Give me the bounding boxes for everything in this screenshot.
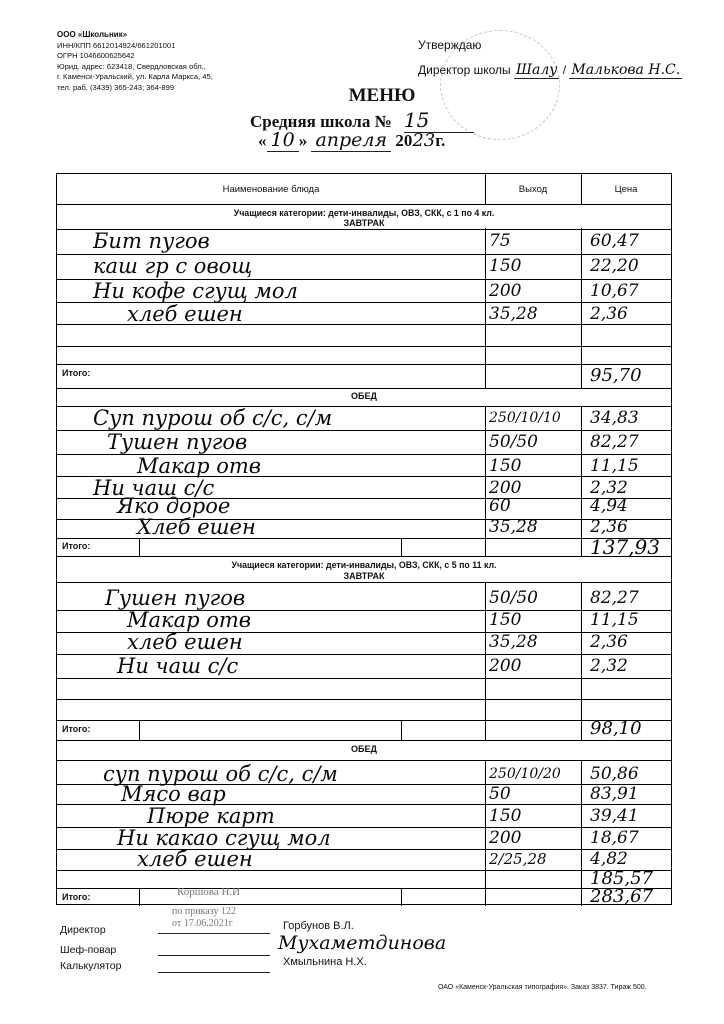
dish-name: Тушен пугов bbox=[107, 430, 248, 454]
date-day: 10 bbox=[267, 129, 299, 152]
dish-name: Пюре карт bbox=[147, 804, 275, 828]
approval-label: Директор школы bbox=[418, 63, 511, 77]
dish-output: 150 bbox=[489, 806, 522, 826]
company-phone: тел. раб. (3439) 365-243; 364-899 bbox=[57, 82, 175, 92]
col-header-name: Наименование блюда bbox=[222, 183, 320, 195]
approval-line: Директор школы Шалу / Малькова Н.С. bbox=[418, 62, 681, 78]
company-name: ООО «Школьник» bbox=[57, 30, 128, 39]
lunch-label-2: ОБЕД bbox=[351, 744, 377, 754]
dish-price: 50,86 bbox=[590, 764, 639, 784]
dish-output: 150 bbox=[489, 456, 522, 476]
chef-label: Шеф-повар bbox=[60, 944, 117, 956]
table-row bbox=[57, 229, 671, 254]
year-end: г. bbox=[435, 131, 446, 150]
dish-name: Ни чаш с/с bbox=[93, 476, 215, 500]
total-label: Итого: bbox=[62, 892, 91, 902]
dish-price: 2,32 bbox=[590, 656, 628, 676]
company-inn: ИНН/КПП 6612014924/661201001 bbox=[57, 40, 176, 50]
dish-output: 200 bbox=[489, 656, 522, 676]
dish-output: 35,28 bbox=[489, 517, 538, 537]
total-label: Итого: bbox=[62, 368, 91, 378]
company-address-1: Юрид. адрес: 623418, Свердловская обл., bbox=[57, 61, 206, 71]
dish-name: Яко дорое bbox=[117, 494, 231, 518]
director-faint-name: Коршова Н.И bbox=[177, 886, 241, 898]
company-info bbox=[57, 30, 213, 93]
year-prefix: 20 bbox=[395, 131, 413, 150]
page-title: МЕНЮ bbox=[348, 85, 416, 106]
director-faint-date: от 17.06.2021г bbox=[172, 918, 233, 929]
dish-output: 250/10/20 bbox=[489, 766, 561, 782]
printer-footer: ОАО «Каменск-Уральская типография». Заказ 3837. Тираж 500. bbox=[438, 984, 647, 991]
breakfast-label-1: ЗАВТРАК bbox=[343, 218, 385, 228]
dish-name: Макар отв bbox=[137, 454, 261, 478]
dish-output: 50/50 bbox=[489, 588, 538, 608]
total-value: 137,93 bbox=[590, 535, 660, 559]
total-value: 283,67 bbox=[590, 886, 653, 907]
date-line bbox=[258, 129, 445, 151]
dish-name: Гушен пугов bbox=[105, 586, 246, 610]
dish-name: хлеб ешен bbox=[137, 847, 253, 871]
date-month: апреля bbox=[311, 129, 391, 152]
school-label: Средняя школа № bbox=[250, 112, 392, 131]
dish-price: 83,91 bbox=[590, 784, 639, 804]
dish-price: 39,41 bbox=[590, 806, 639, 826]
dish-price: 82,27 bbox=[590, 432, 639, 452]
dish-price: 60,47 bbox=[590, 231, 639, 251]
director-label: Директор bbox=[60, 924, 106, 936]
menu-table bbox=[56, 173, 672, 905]
dish-output: 150 bbox=[489, 610, 522, 630]
dish-output: 60 bbox=[489, 496, 511, 516]
category-2-label: Учащиеся категории: дети-инвалиды, ОВЗ, СКК, с 5 по 11 кл. bbox=[231, 560, 497, 570]
dish-name: хлеб ешен bbox=[127, 630, 243, 654]
dish-price: 11,15 bbox=[590, 456, 639, 476]
dish-price: 2,36 bbox=[590, 517, 628, 537]
dish-output: 75 bbox=[489, 231, 511, 251]
total-value: 98,10 bbox=[590, 718, 642, 739]
table-row bbox=[57, 515, 671, 540]
dish-price: 4,94 bbox=[590, 496, 628, 516]
director-faint-order: по приказу 122 bbox=[172, 906, 236, 917]
dish-name: Хлеб ешен bbox=[137, 515, 256, 539]
dish-name: каш гр с овощ bbox=[93, 254, 253, 278]
table-row bbox=[57, 847, 671, 872]
table-row bbox=[57, 430, 671, 455]
breakfast-label-2: ЗАВТРАК bbox=[343, 571, 385, 581]
school-number: 15 bbox=[404, 108, 474, 133]
director-name: Горбунов В.Л. bbox=[283, 920, 354, 932]
subtotal-value: 185,57 bbox=[590, 868, 653, 889]
lunch-label-1: ОБЕД bbox=[351, 391, 377, 401]
dish-name: суп пурош об с/с, с/м bbox=[103, 762, 338, 786]
dish-output: 50/50 bbox=[489, 432, 538, 452]
dish-output: 200 bbox=[489, 478, 522, 498]
dish-price: 10,67 bbox=[590, 281, 639, 301]
dish-output: 35,28 bbox=[489, 632, 538, 652]
dish-price: 2,36 bbox=[590, 632, 628, 652]
table-row bbox=[57, 406, 671, 431]
approval-signature: Шалу bbox=[516, 62, 558, 78]
dish-price: 82,27 bbox=[590, 588, 639, 608]
year-suffix: 23 bbox=[412, 130, 436, 151]
date-quote-close: » bbox=[298, 131, 308, 150]
total-value: 95,70 bbox=[590, 365, 642, 386]
calculator-name: Хмыльнина Н.Х. bbox=[283, 956, 367, 968]
dish-price: 22,20 bbox=[590, 256, 639, 276]
dish-output: 250/10/10 bbox=[489, 410, 561, 426]
dish-name: Макар отв bbox=[127, 608, 251, 632]
dish-price: 4,82 bbox=[590, 849, 628, 869]
col-header-price: Цена bbox=[614, 183, 638, 195]
company-address-2: г. Каменск-Уральский, ул. Карла Маркса, 45, bbox=[57, 72, 213, 81]
calculator-label: Калькулятор bbox=[60, 960, 122, 972]
dish-name: Ни кофе сгущ мол bbox=[93, 279, 298, 303]
dish-name: Ни какао сгущ мол bbox=[117, 826, 331, 850]
dish-output: 200 bbox=[489, 281, 522, 301]
dish-output: 50 bbox=[489, 784, 511, 804]
total-label: Итого: bbox=[62, 541, 91, 551]
table-row bbox=[57, 279, 671, 304]
col-header-output: Выход bbox=[518, 183, 548, 195]
table-row bbox=[57, 654, 671, 679]
dish-name: Бит пугов bbox=[93, 229, 210, 253]
dish-price: 34,83 bbox=[590, 408, 639, 428]
approval-title: Утверждаю bbox=[418, 38, 482, 52]
dish-output: 2/25,28 bbox=[489, 850, 547, 868]
category-1-label: Учащиеся категории: дети-инвалиды, ОВЗ, СКК, с 1 по 4 кл. bbox=[233, 208, 495, 218]
approval-name: Малькова Н.С. bbox=[571, 62, 681, 78]
chef-name: Мухаметдинова bbox=[278, 932, 447, 954]
dish-output: 200 bbox=[489, 828, 522, 848]
dish-output: 35,28 bbox=[489, 304, 538, 324]
dish-price: 2,36 bbox=[590, 304, 628, 324]
dish-price: 18,67 bbox=[590, 828, 639, 848]
dish-name: Ни чаш с/с bbox=[117, 654, 239, 678]
dish-name: Мясо вар bbox=[121, 782, 226, 806]
dish-price: 11,15 bbox=[590, 610, 639, 630]
company-ogrn: ОГРН 1046600625642 bbox=[57, 51, 135, 60]
dish-output: 150 bbox=[489, 256, 522, 276]
dish-name: хлеб ешен bbox=[127, 302, 243, 326]
total-label: Итого: bbox=[62, 724, 91, 734]
table-row bbox=[57, 254, 671, 279]
dish-price: 2,32 bbox=[590, 478, 628, 498]
table-row bbox=[57, 630, 671, 655]
dish-name: Суп пурош об с/с, с/м bbox=[93, 406, 333, 430]
date-quote-open: « bbox=[258, 131, 267, 150]
